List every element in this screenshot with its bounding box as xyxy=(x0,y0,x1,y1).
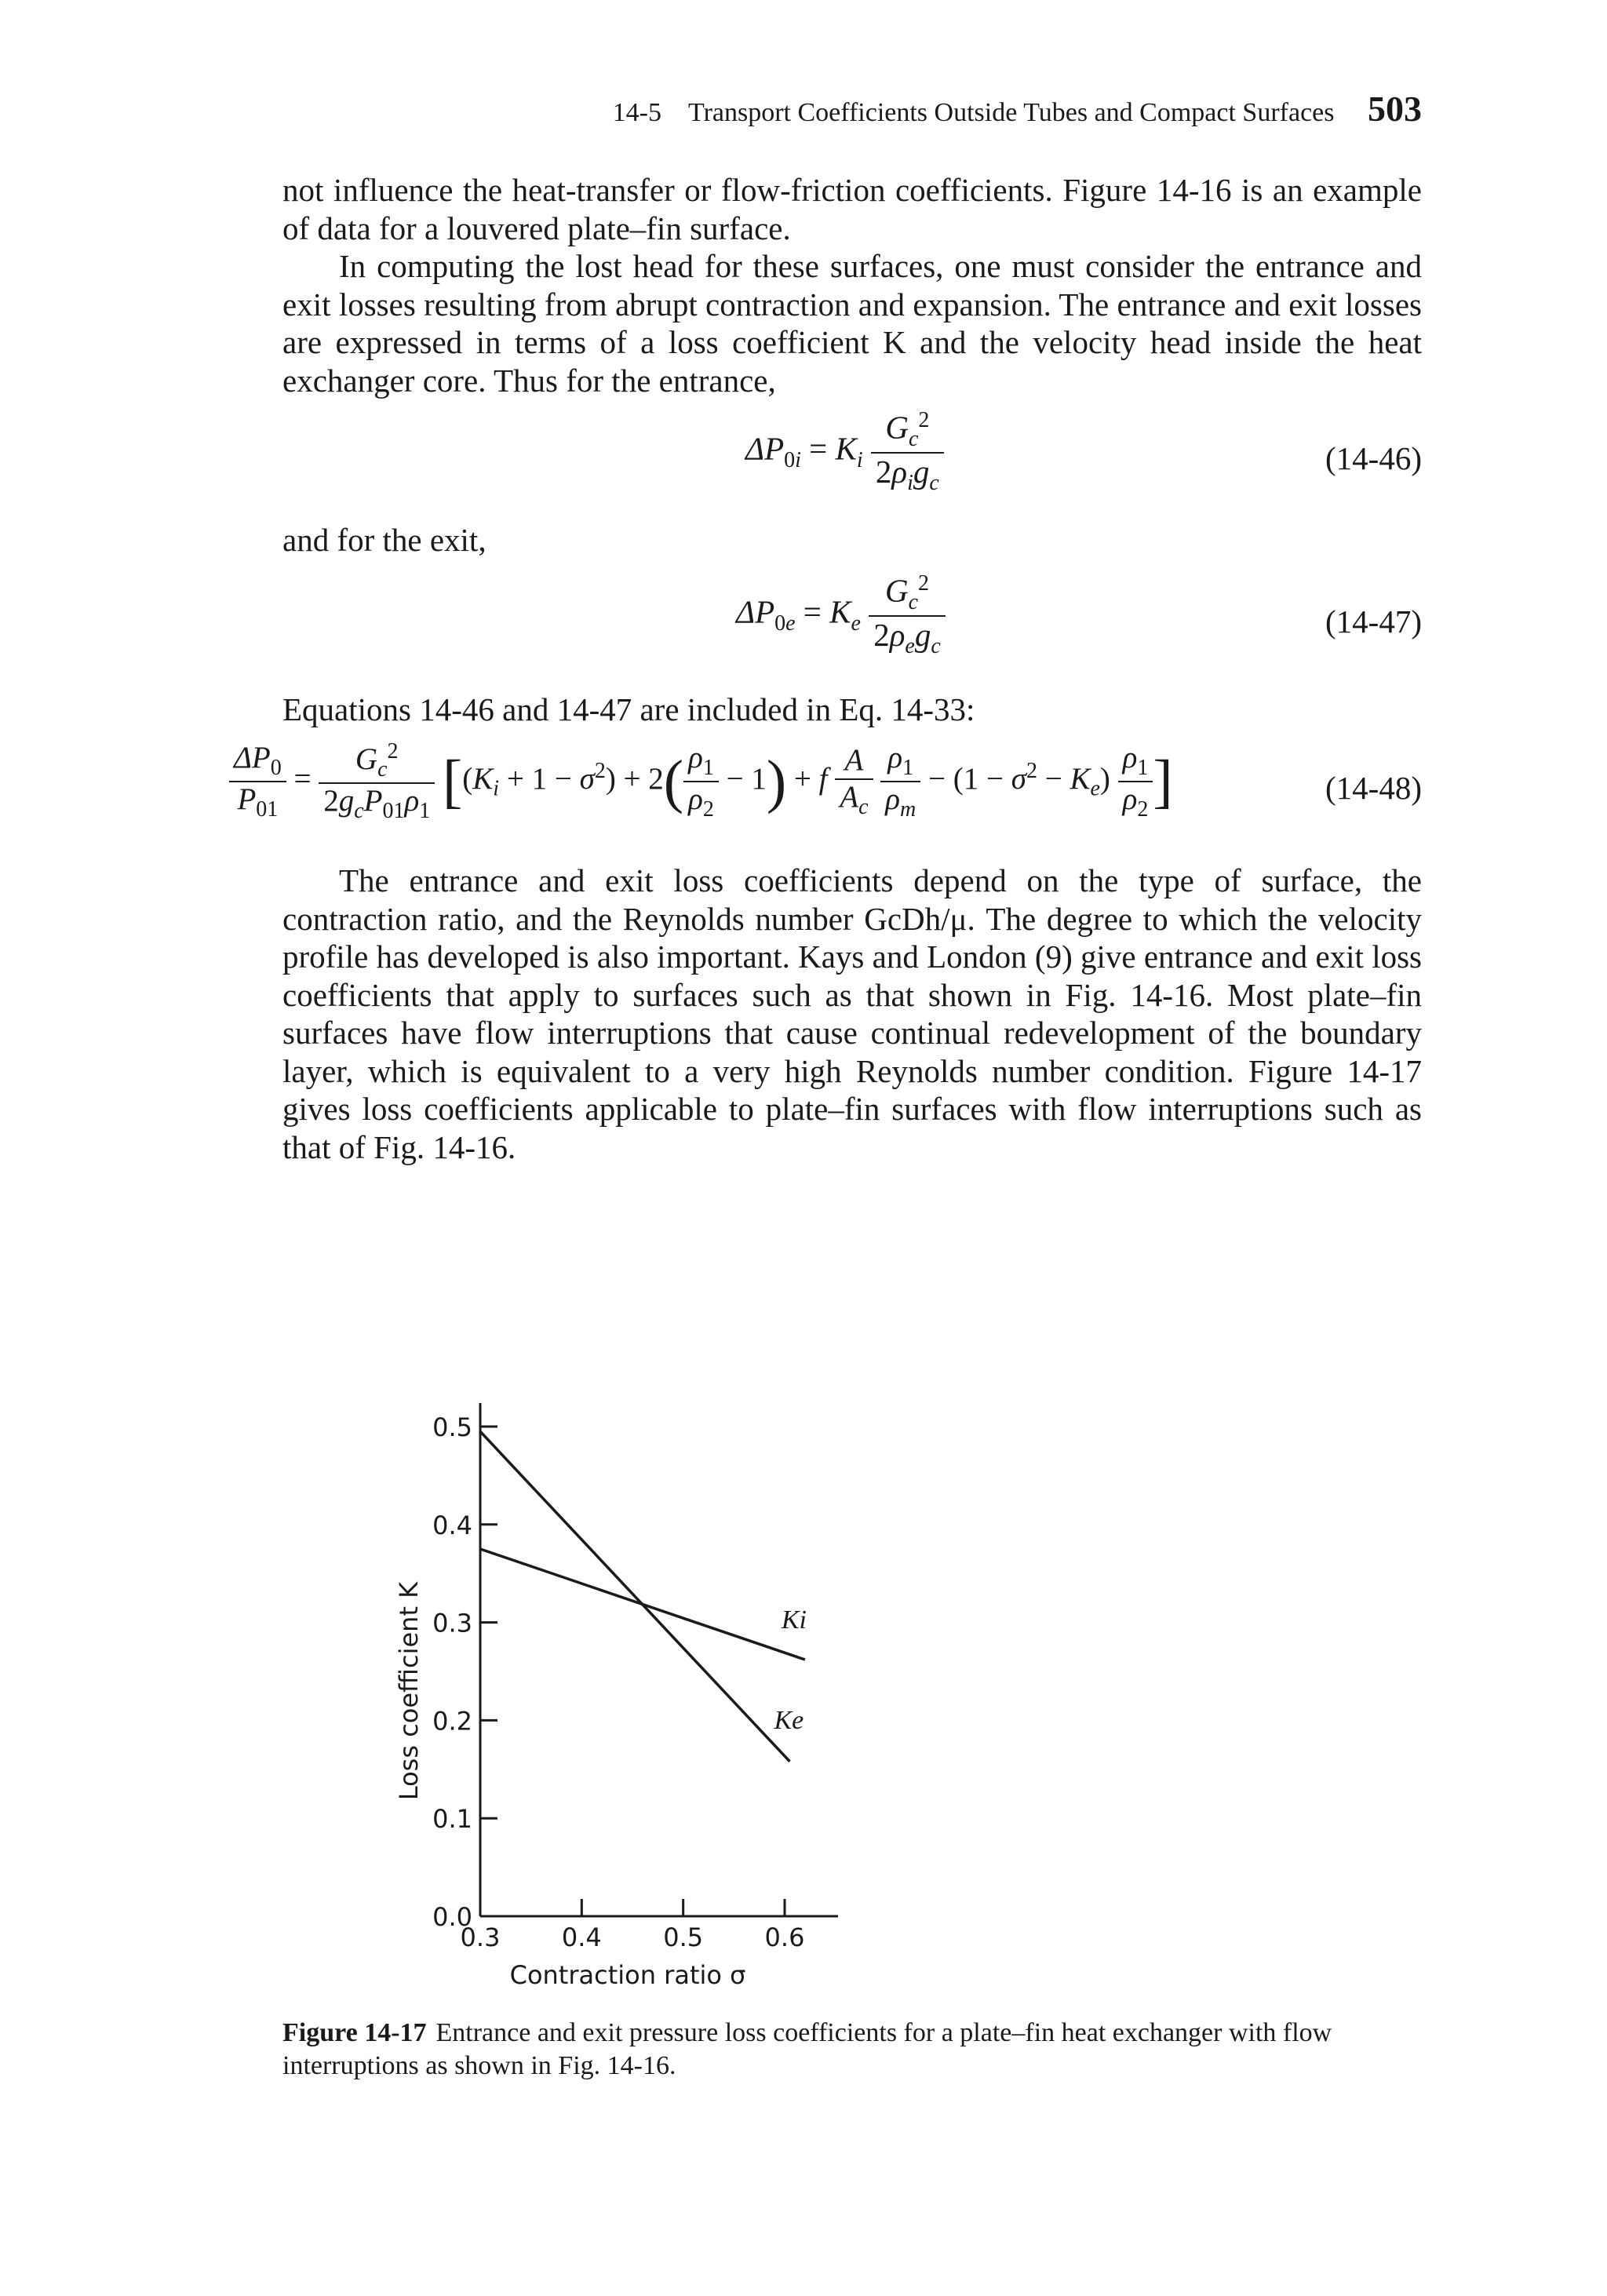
y-tick-label: 0.4 xyxy=(432,1510,472,1540)
figure-label: Figure 14-17 xyxy=(282,2018,427,2047)
section-title: Transport Coefficients Outside Tubes and Compact Surfaces xyxy=(688,98,1335,127)
page-number: 503 xyxy=(1368,89,1422,129)
chart-series xyxy=(480,1431,807,1762)
paragraph-continuation: not influence the heat-transfer or flow-friction coefficients. Figure 14-16 is an example of data for a louvered plate–fin surface. xyxy=(282,172,1422,246)
y-tick-label: 0.3 xyxy=(432,1608,472,1638)
y-axis-label: Loss coefficient K xyxy=(394,1581,424,1801)
equation-14-47: $\Delta P_{0e} = K_e$ $\frac{G_c^2}{2\rho_eg_c}$ xyxy=(736,571,946,659)
section-number: 14-5 xyxy=(612,98,661,127)
paragraph-entrance-losses: In computing the lost head for these surfaces, one must consider the entrance and exit losses resulting from abrupt contraction and expansion. The entrance and exit losses are expressed in terms of a loss coefficient K and the velocity head inside the heat exchanger core. Thus for the entrance, xyxy=(282,248,1422,399)
equation-number-14-46: (14-46) xyxy=(1325,440,1422,476)
figure-caption-text: Entrance and exit pressure loss coefficients for a plate–fin heat exchanger with flow interruptions as shown in Fig. 14-16. xyxy=(282,2018,1332,2080)
y-tick-label: 0.1 xyxy=(432,1804,472,1835)
paragraph-loss-coefficients: The entrance and exit loss coefficients depend on the type of surface, the contraction ratio, and the Reynolds number GcDh/μ. The degree to which the velocity profile has developed is also important. Kays and London (9) give entrance and exit loss coefficients that apply to surfaces such as that shown in Fig. 14-16. Most plate–fin surfaces have flow interruptions that cause continual redevelopment of the boundary layer, which is equivalent to a very high Reynolds number condition. Figure 14-17 gives loss coefficients applicable to plate–fin surfaces with flow interruptions such as that of Fig. 14-16. xyxy=(282,862,1422,1165)
figure-caption xyxy=(282,2017,1422,2083)
equation-number-14-47: (14-47) xyxy=(1325,603,1422,640)
series-label-ki: Ki xyxy=(781,1605,807,1635)
y-tick-label: 0.5 xyxy=(432,1412,472,1442)
series-label-ke: Ke xyxy=(774,1705,804,1735)
x-axis-label: Contraction ratio σ xyxy=(509,1960,746,1990)
equation-14-48: $\frac{\Delta P_0}{P_{01}}$ = $\frac{G_c^2}{2g_cP_{01}\rho_1}$ [$(K_i + 1 - \sigma^2) + 2$( $\frac{\rho_1}{\rho_2}$ − 1) + f $\frac{A}{A_c}$ $\frac{\rho_1}{\rho_m}$ − $(1 - \sigma^2 - K_e)$ $\frac{\rho_1}{\rho_2}$ ] xyxy=(229,739,1173,824)
equation-number-14-48: (14-48) xyxy=(1325,770,1422,806)
paragraph-exit: and for the exit, xyxy=(282,522,486,558)
y-tick-label: 0.2 xyxy=(432,1706,472,1737)
chart-axes xyxy=(432,1403,838,1952)
x-tick-label: 0.3 xyxy=(460,1922,501,1952)
x-tick-label: 0.5 xyxy=(663,1922,704,1952)
paragraph-equations-included: Equations 14-46 and 14-47 are included in Eq. 14-33: xyxy=(282,691,975,727)
series-line-ke xyxy=(480,1431,789,1762)
equation-14-46: $\Delta P_{0i} = K_i$ $\frac{G_c^2}{2\rho_ig_c}$ xyxy=(745,408,944,496)
y-tick-label: 0.0 xyxy=(432,1902,472,1932)
x-tick-label: 0.4 xyxy=(561,1922,602,1952)
x-tick-label: 0.6 xyxy=(764,1922,805,1952)
